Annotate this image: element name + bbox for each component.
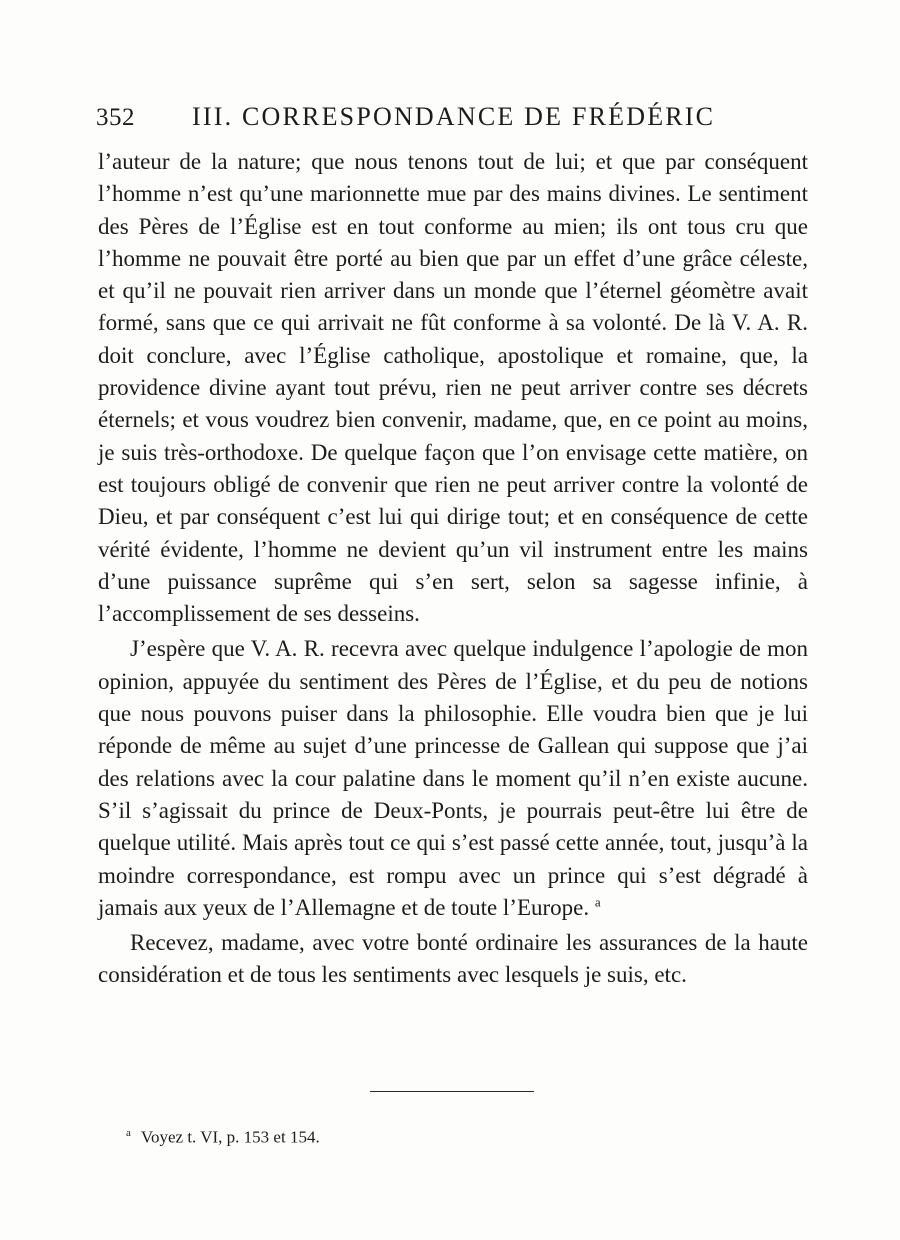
paragraph-2-text: J’espère que V. A. R. recevra avec quelque indulgence l’apologie de mon opinion, appuyée du sentiment des Pères de l’Église, et du peu de notions que nous pouvons puiser dans la philosophie. Elle voudra bien que je lui réponde de même au sujet d’une princesse de Gallean qui suppose que j’ai des relations avec la cour palatine dans le moment qu’il n’en existe aucune. S’il s’agissait du prince de Deux-Ponts, je pourrais peut-être lui être de quelque utilité. Mais après tout ce qui s’est passé cette année, tout, jusqu’à la moindre correspondance, est rompu avec un prince qui s’est dégradé à jamais aux yeux de l’Allemagne et de toute l’Europe. bbox=[98, 636, 808, 920]
footnote-reference: a bbox=[594, 894, 601, 910]
paragraph-1: l’auteur de la nature; que nous tenons tout de lui; et que par conséquent l’homme n’est qu’une marionnette mue par des mains divines. Le sentiment des Pères de l’Église est en tout conforme au mien; ils ont tous cru que l’homme ne pouvait être porté au bien que par un effet d’une grâce céleste, et qu’il ne pouvait rien arriver dans un monde que l’éternel géomètre avait formé, sans que ce qui arrivait ne fût conforme à sa volonté. De là V. A. R. doit conclure, avec l’Église catholique, apostolique et romaine, que, la providence divine ayant tout prévu, rien ne peut arriver contre ses décrets éternels; et vous voudrez bien convenir, madame, que, en ce point au moins, je suis très-orthodoxe. De quelque façon que l’on envisage cette matière, on est toujours obligé de convenir que rien ne peut arriver contre la volonté de Dieu, et par conséquent c’est lui qui dirige tout; et en conséquence de cette vérité évidente, l’homme ne devient qu’un vil instrument entre les mains d’une puissance suprême qui s’en sert, selon sa sagesse infinie, à l’accomplissement de ses desseins. bbox=[98, 149, 808, 627]
running-title: III. CORRESPONDANCE DE FRÉDÉRIC bbox=[192, 102, 716, 131]
footnote-text: Voyez t. VI, p. 153 et 154. bbox=[140, 1127, 320, 1147]
body-text bbox=[98, 146, 808, 992]
footnote-marker: a bbox=[126, 1127, 131, 1139]
running-head bbox=[96, 100, 816, 140]
footnote-rule bbox=[370, 1091, 534, 1092]
paragraph-2 bbox=[98, 633, 808, 924]
footnote bbox=[126, 1127, 320, 1148]
paragraph-3: Recevez, madame, avec votre bonté ordinaire les assurances de la haute considération et de tous les sentiments avec lesquels je suis, etc. bbox=[98, 930, 808, 988]
page-number: 352 bbox=[96, 104, 135, 131]
